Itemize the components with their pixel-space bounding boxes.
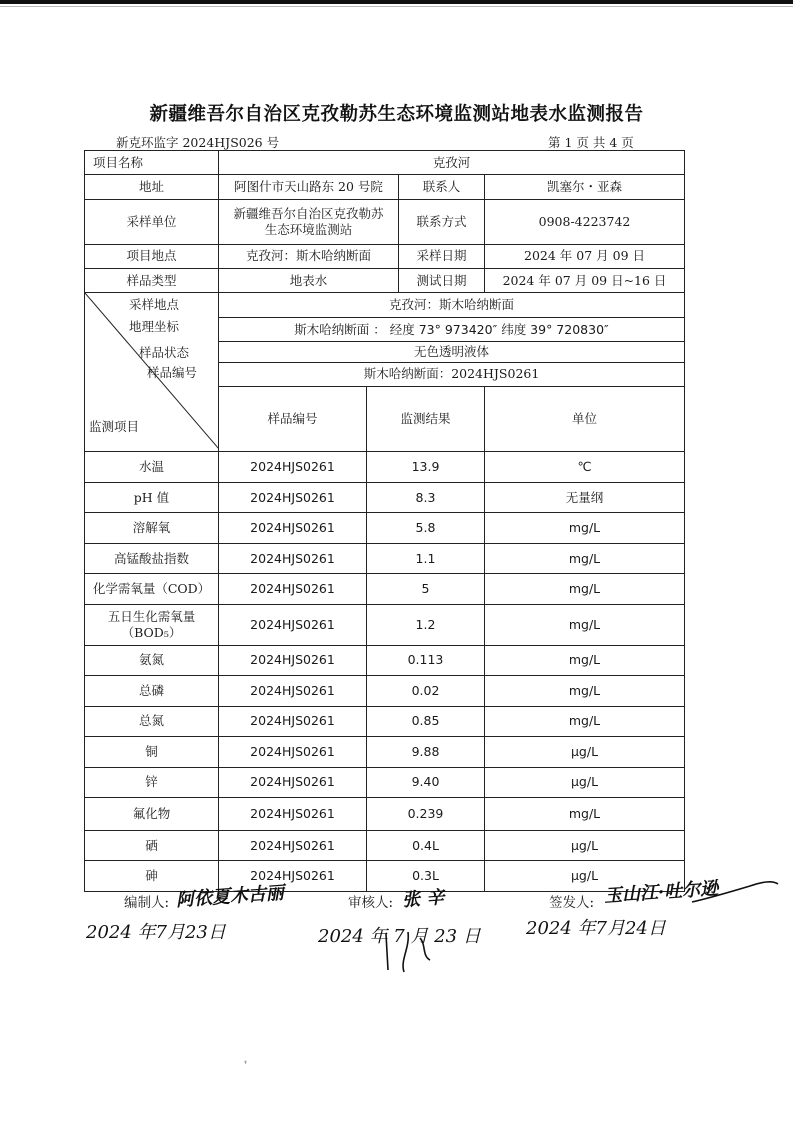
item-name-line2: （BOD₅）	[121, 624, 182, 640]
unit-value: 无量纲	[485, 482, 685, 513]
result-value: 9.88	[367, 737, 485, 768]
table-row	[85, 513, 685, 544]
result-value: 5	[367, 574, 485, 605]
item-name: 硒	[85, 830, 219, 861]
table-row	[85, 830, 685, 861]
sample-number: 2024HJS0261	[219, 543, 367, 574]
result-value: 9.40	[367, 767, 485, 798]
table-row	[85, 244, 685, 268]
phone-value: 0908-4223742	[485, 199, 685, 244]
table-row	[85, 676, 685, 707]
table-row	[85, 151, 685, 175]
result-value: 1.1	[367, 543, 485, 574]
item-name: 溶解氧	[85, 513, 219, 544]
sample-number: 2024HJS0261	[219, 513, 367, 544]
issuer-label: 签发人:	[549, 895, 595, 911]
unit-value: ℃	[485, 452, 685, 483]
contact-label: 联系人	[399, 175, 485, 199]
reviewer-label: 审核人:	[348, 895, 394, 911]
col-header-sample-no: 样品编号	[219, 387, 367, 452]
result-value: 0.4L	[367, 830, 485, 861]
sample-number: 2024HJS0261	[219, 574, 367, 605]
sample-number: 2024HJS0261	[219, 645, 367, 676]
result-value: 8.3	[367, 482, 485, 513]
location-label: 项目地点	[85, 244, 219, 268]
table-row	[85, 767, 685, 798]
project-name-value: 克孜河	[219, 151, 685, 175]
issuer-signature: 玉山江·吐尔逊	[603, 878, 719, 907]
sample-number: 2024HJS0261	[219, 604, 367, 645]
sampling-date-label: 采样日期	[399, 244, 485, 268]
unit-value: mg/L	[485, 513, 685, 544]
number-header-label: 样品编号	[147, 365, 198, 381]
compiler-label: 编制人:	[124, 895, 170, 911]
unit-value: μg/L	[485, 767, 685, 798]
monitoring-report-table	[84, 150, 685, 892]
unit-value: mg/L	[485, 645, 685, 676]
table-row	[85, 482, 685, 513]
test-date-value: 2024 年 07 月 09 日~16 日	[485, 269, 685, 293]
contact-value: 凯塞尔・亚森	[485, 175, 685, 199]
report-title: 新疆维吾尔自治区克孜勒苏生态环境监测站地表水监测报告	[149, 104, 644, 125]
sample-type-value: 地表水	[219, 269, 399, 293]
result-value: 0.02	[367, 676, 485, 707]
table-row	[85, 604, 685, 645]
table-row	[85, 175, 685, 199]
result-value: 13.9	[367, 452, 485, 483]
item-name: pH 值	[85, 482, 219, 513]
table-row	[85, 293, 685, 317]
table-row	[85, 452, 685, 483]
item-name: 总氮	[85, 706, 219, 737]
sampling-unit-value	[219, 199, 399, 244]
phone-label: 联系方式	[399, 199, 485, 244]
location-value: 克孜河：斯木哈纳断面	[219, 244, 399, 268]
table-row	[85, 706, 685, 737]
issuer-date: 2024 年7月24日	[526, 918, 666, 939]
result-value: 0.3L	[367, 861, 485, 892]
unit-value: mg/L	[485, 706, 685, 737]
unit-value: μg/L	[485, 830, 685, 861]
item-name	[85, 604, 219, 645]
item-name: 锌	[85, 767, 219, 798]
sample-number: 2024HJS0261	[219, 767, 367, 798]
result-value: 5.8	[367, 513, 485, 544]
item-name-line1: 五日生化需氧量	[107, 608, 196, 624]
sample-number: 2024HJS0261	[219, 830, 367, 861]
unit-value: μg/L	[485, 737, 685, 768]
result-value: 0.85	[367, 706, 485, 737]
item-name: 高锰酸盐指数	[85, 543, 219, 574]
sample-number: 2024HJS0261	[219, 482, 367, 513]
address-label: 地址	[85, 175, 219, 199]
result-value: 1.2	[367, 604, 485, 645]
sampling-date-value: 2024 年 07 月 09 日	[485, 244, 685, 268]
document-number: 新克环监字 2024HJS026 号	[116, 135, 280, 150]
item-name: 氨氮	[85, 645, 219, 676]
scan-edge-top	[0, 0, 793, 4]
table-row	[85, 269, 685, 293]
sampling-unit-label: 采样单位	[85, 199, 219, 244]
unit-value: mg/L	[485, 574, 685, 605]
unit-value: μg/L	[485, 861, 685, 892]
project-name-label: 项目名称	[85, 151, 219, 175]
item-name: 化学需氧量（COD）	[85, 574, 219, 605]
sampling-unit-line1: 新疆维吾尔自治区克孜勒苏	[233, 205, 384, 221]
table-row	[85, 645, 685, 676]
table-row	[85, 574, 685, 605]
result-value: 0.113	[367, 645, 485, 676]
col-header-unit: 单位	[485, 387, 685, 452]
col-header-result: 监测结果	[367, 387, 485, 452]
sample-number: 2024HJS0261	[219, 452, 367, 483]
item-name: 铜	[85, 737, 219, 768]
unit-value: mg/L	[485, 604, 685, 645]
item-header-label: 监测项目	[89, 419, 140, 435]
signature-stroke	[380, 930, 450, 974]
site-value: 克孜河：斯木哈纳断面	[219, 293, 685, 317]
unit-value: mg/L	[485, 676, 685, 707]
diagonal-header-cell	[85, 293, 219, 452]
number-value: 斯木哈纳断面：2024HJS0261	[219, 362, 685, 386]
table-row	[85, 199, 685, 244]
item-name: 总磷	[85, 676, 219, 707]
table-row	[85, 737, 685, 768]
compiler-signature: 阿依夏木古丽	[175, 882, 285, 911]
item-name: 砷	[85, 861, 219, 892]
scan-edge-line	[0, 6, 793, 7]
table-row	[85, 798, 685, 831]
compiler-date: 2024 年7月23日	[86, 922, 226, 943]
item-name: 水温	[85, 452, 219, 483]
item-name: 氟化物	[85, 798, 219, 831]
sample-number: 2024HJS0261	[219, 798, 367, 831]
table-row	[85, 543, 685, 574]
signature-flourish	[690, 878, 780, 912]
unit-value: mg/L	[485, 543, 685, 574]
unit-value: mg/L	[485, 798, 685, 831]
scan-mark: ❜	[244, 1060, 248, 1071]
result-value: 0.239	[367, 798, 485, 831]
site-header-label: 采样地点	[129, 297, 180, 313]
coords-value: 斯木哈纳断面 ： 经度 73° 973420″ 纬度 39° 720830″	[219, 317, 685, 341]
state-value: 无色透明液体	[219, 342, 685, 362]
reviewer-date: 2024 年 7 月 23 日	[318, 926, 481, 947]
sample-number: 2024HJS0261	[219, 706, 367, 737]
sampling-unit-line2: 生态环境监测站	[264, 221, 353, 237]
coords-header-label: 地理坐标	[129, 319, 180, 335]
page-info: 第 1 页 共 4 页	[548, 135, 634, 150]
sample-number: 2024HJS0261	[219, 737, 367, 768]
reviewer-signature: 张 辛	[401, 887, 446, 911]
address-value: 阿图什市天山路东 20 号院	[219, 175, 399, 199]
sample-number: 2024HJS0261	[219, 861, 367, 892]
test-date-label: 测试日期	[399, 269, 485, 293]
sample-number: 2024HJS0261	[219, 676, 367, 707]
state-header-label: 样品状态	[139, 345, 190, 361]
sample-type-label: 样品类型	[85, 269, 219, 293]
